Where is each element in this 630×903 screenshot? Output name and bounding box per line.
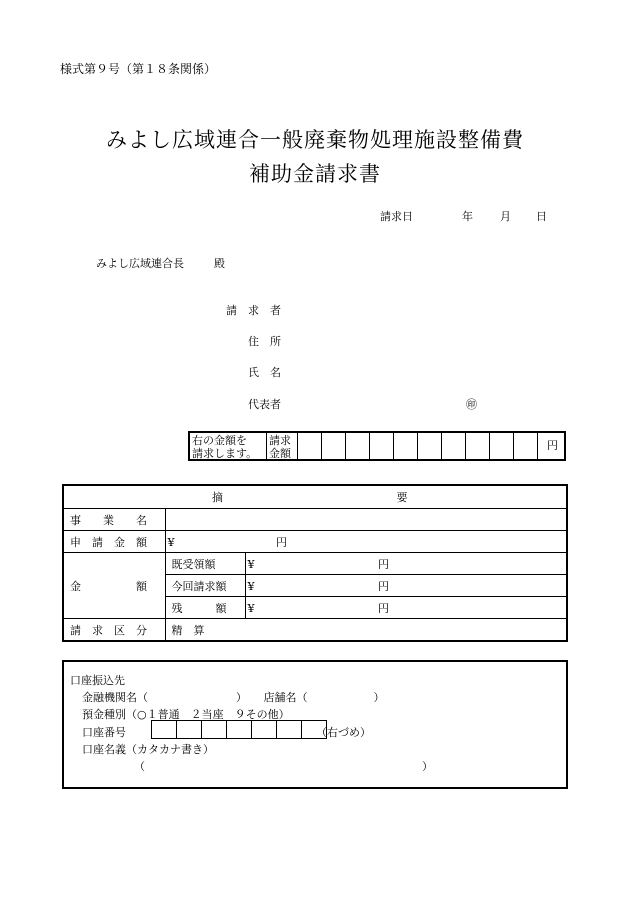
application-yen-mark: ¥ bbox=[167, 535, 175, 549]
form-number: 様式第９号（第１８条関係） bbox=[60, 62, 217, 76]
account-digit-box[interactable] bbox=[226, 720, 252, 739]
digit-cell[interactable] bbox=[442, 433, 466, 459]
digit-cell[interactable] bbox=[466, 433, 490, 459]
amount-label: 金 額 bbox=[63, 553, 165, 619]
bank-heading: 口座振込先 bbox=[70, 674, 125, 687]
balance-label: 残 額 bbox=[165, 597, 245, 619]
digit-cell[interactable] bbox=[322, 433, 346, 459]
right-align-note: （右づめ） bbox=[316, 726, 371, 739]
digit-cell[interactable] bbox=[298, 433, 322, 459]
this-claim-yen-mark: ¥ bbox=[247, 579, 255, 593]
claimant-name-label: 氏 名 bbox=[248, 366, 281, 379]
claim-statement-line2: 請求します。 bbox=[192, 447, 258, 460]
claim-type-label: 請 求 区 分 bbox=[63, 619, 165, 642]
received-yen-mark: ¥ bbox=[247, 557, 255, 571]
claim-yen-unit: 円 bbox=[547, 439, 558, 452]
received-field[interactable] bbox=[245, 553, 567, 575]
this-claim-yen-unit: 円 bbox=[378, 579, 389, 593]
this-claim-label: 今回請求額 bbox=[165, 575, 245, 597]
application-amount-label: 申 請 金 額 bbox=[63, 531, 165, 553]
claimant-representative-label: 代表者 bbox=[248, 398, 281, 411]
bank-account-type: 預金種別（○１普通 ２当座 ９その他） bbox=[82, 708, 290, 721]
claim-amount-label bbox=[267, 433, 298, 459]
digit-cell[interactable] bbox=[418, 433, 442, 459]
project-name-field[interactable] bbox=[165, 509, 567, 531]
claim-type-value: 精 算 bbox=[165, 619, 567, 642]
date-day: 日 bbox=[536, 210, 547, 223]
digit-cell[interactable] bbox=[514, 433, 538, 459]
bank-institution-line: 金融機関名（ ） 店舗名（ ） bbox=[82, 691, 385, 704]
balance-yen-mark: ¥ bbox=[247, 601, 255, 615]
summary-header bbox=[63, 485, 567, 509]
account-number-boxes bbox=[152, 720, 327, 739]
account-digit-box[interactable] bbox=[276, 720, 302, 739]
date-month: 月 bbox=[500, 210, 511, 223]
bank-account-number-label: 口座番号 bbox=[82, 726, 126, 739]
balance-field[interactable] bbox=[245, 597, 567, 619]
summary-table bbox=[62, 484, 568, 642]
summary-header-left: 摘 bbox=[212, 491, 223, 504]
claim-amount-box bbox=[188, 431, 566, 461]
balance-yen-unit: 円 bbox=[378, 601, 389, 615]
claimant-address-label: 住 所 bbox=[248, 335, 281, 348]
account-name-paren-close: ） bbox=[422, 760, 433, 773]
account-digit-box[interactable] bbox=[251, 720, 277, 739]
document-title: みよし広域連合一般廃棄物処理施設整備費 bbox=[106, 128, 524, 152]
digit-cell[interactable] bbox=[394, 433, 418, 459]
application-yen-unit: 円 bbox=[276, 535, 287, 549]
addressee-name: みよし広域連合長 bbox=[96, 257, 184, 270]
application-amount-field[interactable] bbox=[165, 531, 567, 553]
claim-statement bbox=[190, 433, 267, 459]
claimant-heading: 請 求 者 bbox=[226, 304, 281, 317]
bank-account-name-label: 口座名義（カタカナ書き） bbox=[82, 743, 214, 756]
digit-cell[interactable] bbox=[490, 433, 514, 459]
account-digit-box[interactable] bbox=[201, 720, 227, 739]
addressee-honorific: 殿 bbox=[214, 257, 225, 270]
received-label: 既受領額 bbox=[165, 553, 245, 575]
this-claim-field[interactable] bbox=[245, 575, 567, 597]
account-name-paren-open: （ bbox=[134, 760, 145, 773]
digit-cell[interactable] bbox=[370, 433, 394, 459]
seal-mark: ㊞ bbox=[466, 398, 477, 411]
received-yen-unit: 円 bbox=[378, 557, 389, 571]
digit-cell[interactable] bbox=[346, 433, 370, 459]
account-digit-box[interactable] bbox=[151, 720, 177, 739]
claim-amount-label-line1: 請求 bbox=[269, 434, 291, 447]
claim-amount-label-line2: 金額 bbox=[269, 447, 291, 460]
account-digit-box[interactable] bbox=[176, 720, 202, 739]
date-label: 請求日 bbox=[380, 210, 413, 223]
summary-header-right: 要 bbox=[396, 491, 408, 504]
date-year: 年 bbox=[462, 210, 473, 223]
project-name-label: 事 業 名 bbox=[63, 509, 165, 531]
claim-statement-line1: 右の金額を bbox=[192, 434, 247, 447]
document-subtitle: 補助金請求書 bbox=[249, 162, 381, 186]
